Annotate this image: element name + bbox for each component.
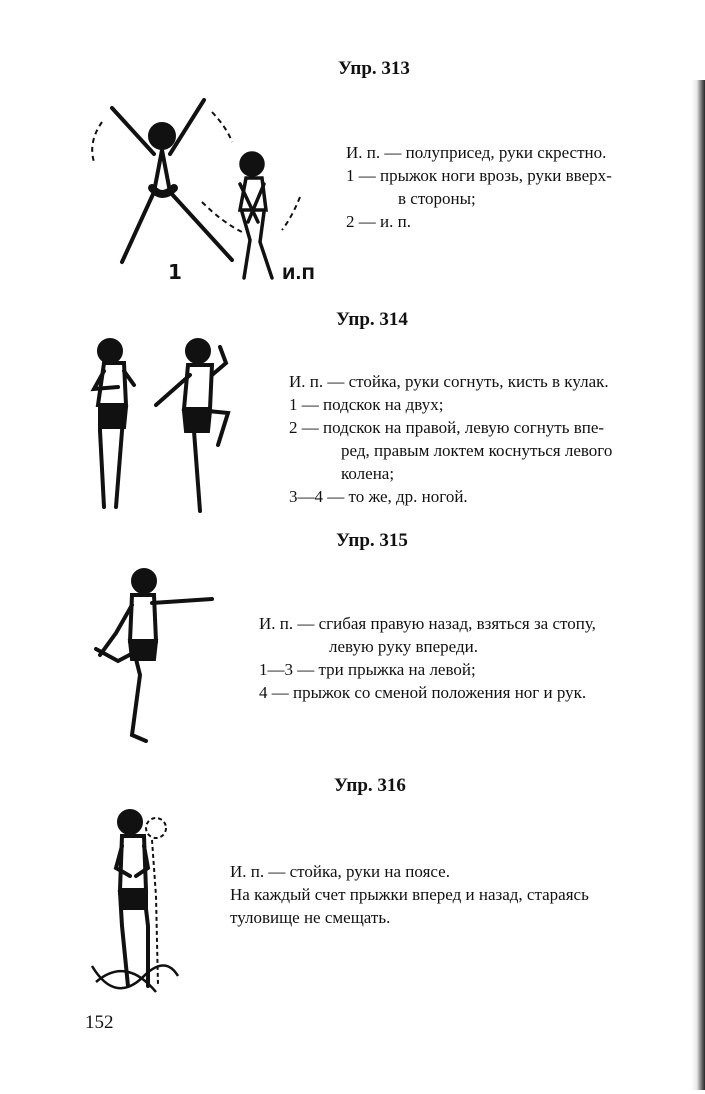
exercise-314-figure (86, 335, 256, 525)
exercise-316-figure (86, 806, 186, 1006)
exercise-313-line-1: И. п. — полуприсед, руки скрестно. (346, 143, 607, 162)
exercise-315-line-1: И. п. — сгибая правую назад, взяться за стопу, (259, 614, 596, 633)
exercise-314-line-3: 2 — подскок на правой, левую согнуть впе- (289, 418, 605, 437)
exercise-316-title: Упр. 316 (334, 775, 406, 796)
page-number: 152 (85, 1012, 114, 1033)
exercise-315-line-4: 4 — прыжок со сменой положения ног и рук. (259, 683, 587, 702)
exercise-314-line-4: ред, правым локтем коснуться левого (341, 441, 613, 460)
exercise-313-title: Упр. 313 (338, 58, 410, 79)
exercise-316-line-2: На каждый счет прыжки вперед и назад, стараясь (230, 885, 589, 904)
figure-label-start: И.П (282, 264, 315, 283)
exercise-314-title: Упр. 314 (336, 309, 408, 330)
exercise-313-description (346, 141, 612, 233)
page-edge-shadow (691, 80, 705, 1090)
exercise-313-line-3: в стороны; (398, 189, 476, 208)
exercise-315-description (259, 612, 596, 704)
exercise-313-line-2: 1 — прыжок ноги врозь, руки вверх- (346, 166, 612, 185)
exercise-315-title: Упр. 315 (336, 530, 408, 551)
exercise-315-line-2: левую руку впереди. (329, 637, 478, 656)
exercise-315-figure (88, 565, 228, 750)
exercise-314-description (289, 370, 612, 508)
exercise-314-line-6: 3—4 — то же, др. ногой. (289, 487, 468, 506)
exercise-313-line-4: 2 — и. п. (346, 212, 411, 231)
exercise-316-description (230, 860, 589, 929)
exercise-314-line-2: 1 — подскок на двух; (289, 395, 444, 414)
exercise-314-line-1: И. п. — стойка, руки согнуть, кисть в кулак. (289, 372, 609, 391)
exercise-315-line-3: 1—3 — три прыжка на левой; (259, 660, 476, 679)
exercise-313-figure (82, 92, 322, 292)
exercise-316-line-3: туловище не смещать. (230, 908, 391, 927)
exercise-314-line-5: колена; (341, 464, 395, 483)
figure-label-1: 1 (168, 260, 182, 284)
exercise-316-line-1: И. п. — стойка, руки на поясе. (230, 862, 450, 881)
